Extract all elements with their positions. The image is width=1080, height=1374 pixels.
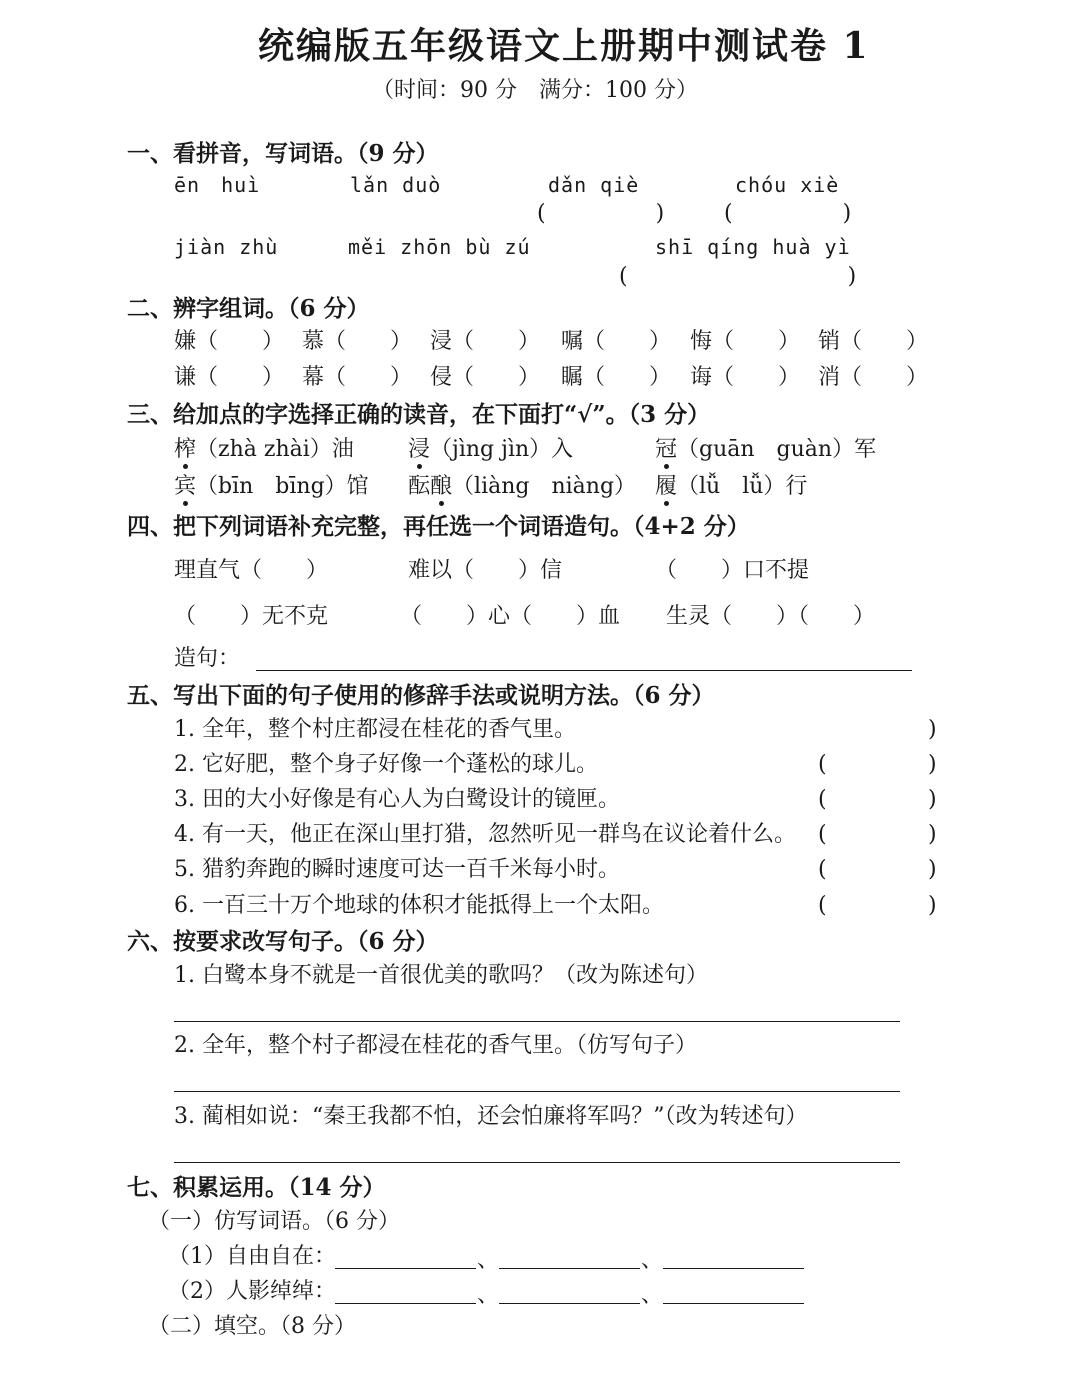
char-word-item[interactable]: 瞩（ ） <box>561 365 672 390</box>
word-answer-line[interactable] <box>335 1268 476 1269</box>
section-3-heading: 三、给加点的字选择正确的读音，在下面打“√”。（3 分） <box>127 401 711 428</box>
pinyin-item: ēn huì <box>174 173 261 197</box>
dotted-char: 冠 <box>655 437 678 462</box>
word-answer-line[interactable] <box>499 1268 640 1269</box>
word-answer-line[interactable] <box>663 1268 804 1269</box>
sentence-label: 造句： <box>174 646 241 671</box>
reading-choice[interactable] <box>174 439 354 461</box>
rhetoric-item: 1. 全年，整个村庄都浸在桂花的香气里。 <box>174 717 576 742</box>
answer-close-bracket[interactable]: ) <box>928 822 937 847</box>
reading-options: （jìng jìn）入 <box>430 437 574 462</box>
idiom-fill-item[interactable]: （ ）心（ ）血 <box>400 604 621 629</box>
section-6-heading: 六、按要求改写句子。（6 分） <box>127 928 439 955</box>
answer-open-bracket[interactable]: ( <box>818 893 827 918</box>
char-word-item[interactable]: 诲（ ） <box>690 365 801 390</box>
char-word-item[interactable]: 浸（ ） <box>430 329 541 354</box>
page-title: 统编版五年级语文上册期中测试卷 1 <box>258 25 870 67</box>
reading-options: （liàng niàng） <box>452 474 637 499</box>
answer-close-bracket[interactable]: ) <box>928 857 937 882</box>
reading-options: （lǚ lǚ）行 <box>677 474 808 499</box>
sentence-answer-line[interactable] <box>256 670 912 671</box>
imitate-word-item: （2）人影绰绰： <box>168 1279 336 1304</box>
rewrite-answer-line[interactable] <box>174 1021 900 1022</box>
char-word-item[interactable]: 谦（ ） <box>174 365 285 390</box>
dotted-char: 酿 <box>430 474 453 499</box>
pinyin-item: chóu xiè <box>735 173 840 197</box>
rhetoric-item: 3. 田的大小好像是有心人为白鹭设计的镜匣。 <box>174 787 620 812</box>
answer-close-bracket[interactable]: ) <box>928 752 937 777</box>
pinyin-item: jiàn zhù <box>174 235 279 259</box>
exam-info: （时间：90 分 满分：100 分） <box>372 78 698 103</box>
pinyin-item: dǎn qiè <box>548 173 640 197</box>
separator: 、 <box>641 1248 664 1273</box>
rhetoric-item: 2. 它好肥，整个身子好像一个蓬松的球儿。 <box>174 752 598 777</box>
word-answer-line[interactable] <box>663 1303 804 1304</box>
separator: 、 <box>641 1283 664 1308</box>
char-word-item[interactable]: 侵（ ） <box>430 365 541 390</box>
rhetoric-item: 4. 有一天，他正在深山里打猎，忽然听见一群鸟在议论着什么。 <box>174 822 796 847</box>
reading-options: （bīn bīng）馆 <box>196 474 369 499</box>
char-word-item[interactable]: 销（ ） <box>818 329 929 354</box>
pinyin-item: shī qíng huà yì <box>655 235 851 259</box>
rewrite-item: 1. 白鹭本身不就是一首很优美的歌吗？（改为陈述句） <box>174 963 708 988</box>
answer-open-bracket[interactable]: ( <box>818 822 827 847</box>
rewrite-item: 3. 蔺相如说：“秦王我都不怕，还会怕廉将军吗？”（改为转述句） <box>174 1104 808 1129</box>
word-answer-line[interactable] <box>335 1303 476 1304</box>
answer-open-bracket[interactable]: ( <box>818 857 827 882</box>
pinyin-item: měi zhōn bù zú <box>348 235 531 259</box>
word-answer-line[interactable] <box>499 1303 640 1304</box>
subsection-heading: （一）仿写词语。（6 分） <box>148 1209 400 1234</box>
reading-choice[interactable] <box>655 439 876 461</box>
reading-choice[interactable] <box>174 476 369 498</box>
section-4-heading: 四、把下列词语补充完整，再任选一个词语造句。（4+2 分） <box>127 513 750 540</box>
reading-options: （zhà zhài）油 <box>196 437 354 462</box>
answer-bracket[interactable]: ( ) <box>724 201 852 226</box>
answer-open-bracket[interactable]: ( <box>818 752 827 777</box>
answer-bracket[interactable]: ( ) <box>537 201 665 226</box>
answer-bracket[interactable]: ( ) <box>619 264 857 289</box>
dotted-char: 榨 <box>174 437 197 462</box>
char-word-item[interactable]: 嫌（ ） <box>174 329 285 354</box>
idiom-fill-item[interactable]: （ ）无不克 <box>174 604 329 629</box>
reading-choice[interactable] <box>408 476 636 498</box>
rewrite-answer-line[interactable] <box>174 1162 900 1163</box>
idiom-fill-item[interactable]: 理直气（ ） <box>174 558 329 583</box>
dotted-char: 履 <box>655 474 678 499</box>
rewrite-item: 2. 全年，整个村子都浸在桂花的香气里。（仿写句子） <box>174 1033 697 1058</box>
separator: 、 <box>477 1283 500 1308</box>
rhetoric-item: 5. 猎豹奔跑的瞬时速度可达一百千米每小时。 <box>174 857 620 882</box>
idiom-fill-item[interactable]: 难以（ ）信 <box>408 558 563 583</box>
answer-open-bracket[interactable]: ( <box>818 787 827 812</box>
answer-close-bracket[interactable]: ) <box>928 787 937 812</box>
separator: 、 <box>477 1248 500 1273</box>
imitate-word-item: （1）自由自在： <box>168 1244 336 1269</box>
section-7-heading: 七、积累运用。（14 分） <box>127 1174 386 1201</box>
rewrite-answer-line[interactable] <box>174 1091 900 1092</box>
answer-close-bracket[interactable]: ) <box>928 893 937 918</box>
pinyin-item: lǎn duò <box>350 173 442 197</box>
dotted-char: 浸 <box>408 437 431 462</box>
idiom-fill-item[interactable]: （ ）口不提 <box>655 558 810 583</box>
plain-char: 酝 <box>408 474 431 499</box>
char-word-item[interactable]: 慕（ ） <box>302 329 413 354</box>
subsection-heading: （二）填空。（8 分） <box>148 1314 356 1339</box>
char-word-item[interactable]: 嘱（ ） <box>561 329 672 354</box>
reading-choice[interactable] <box>408 439 573 461</box>
section-1-heading: 一、看拼音，写词语。（9 分） <box>127 140 439 167</box>
reading-options: （guān guàn）军 <box>677 437 877 462</box>
section-5-heading: 五、写出下面的句子使用的修辞手法或说明方法。（6 分） <box>127 682 715 709</box>
dotted-char: 宾 <box>174 474 197 499</box>
char-word-item[interactable]: 幕（ ） <box>302 365 413 390</box>
rhetoric-item: 6. 一百三十万个地球的体积才能抵得上一个太阳。 <box>174 893 664 918</box>
section-2-heading: 二、辨字组词。（6 分） <box>127 295 370 322</box>
idiom-fill-item[interactable]: 生灵（ ）（ ） <box>666 604 876 629</box>
char-word-item[interactable]: 消（ ） <box>818 365 929 390</box>
answer-close-bracket[interactable]: ) <box>928 717 937 742</box>
char-word-item[interactable]: 悔（ ） <box>690 329 801 354</box>
reading-choice[interactable] <box>655 476 807 498</box>
